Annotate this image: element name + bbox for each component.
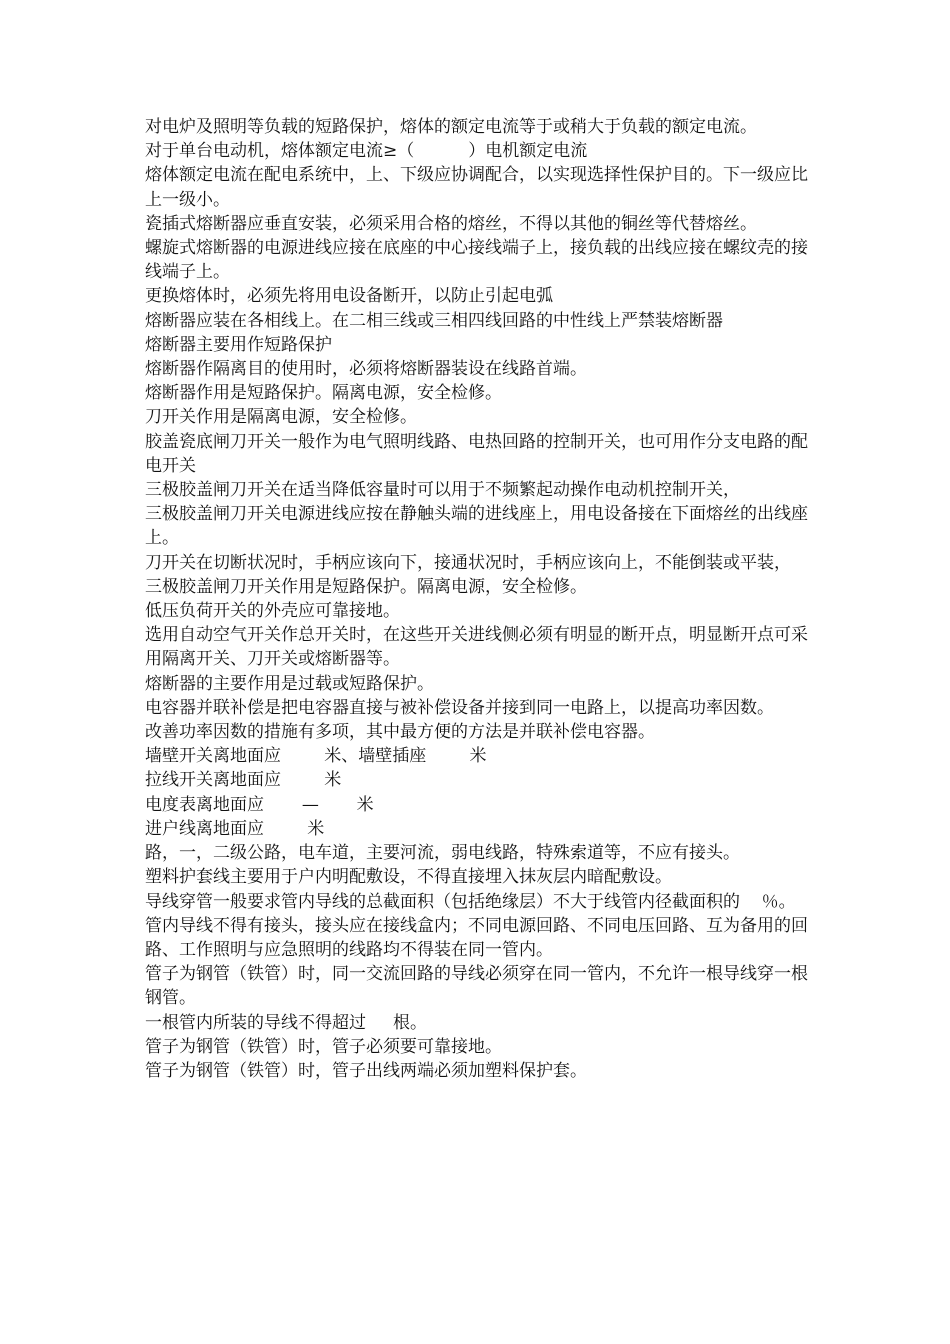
paragraph: 管子为钢管（铁管）时，管子出线两端必须加塑料保护套。 (145, 1060, 587, 1081)
paragraph: 熔断器应装在各相线上。在二相三线或三相四线回路的中性线上严禁装熔断器 (145, 310, 723, 331)
paragraph: 管内导线不得有接头，接头应在接线盒内；不同电源回路、不同电压回路、互为备用的回路、工作照明与应急照明的线路均不得装在同一管内。 (145, 915, 808, 960)
paragraph: 熔断器作隔离目的使用时，必须将熔断器装设在线路首端。 (145, 359, 587, 380)
paragraph: 瓷插式熔断器应垂直安装，必须采用合格的熔丝，不得以其他的铜丝等代替熔丝。 (145, 213, 757, 234)
paragraph: 电度表离地面应 — 米 (145, 794, 374, 815)
paragraph: 墙壁开关离地面应 米、墙壁插座 米 (145, 746, 487, 767)
paragraph: 三极胶盖闸刀开关在适当降低容量时可以用于不频繁起动操作电动机控制开关， (145, 480, 740, 501)
paragraph: 对于单台电动机，熔体额定电流≥（ ）电机额定电流 (145, 141, 588, 162)
paragraph: 刀开关在切断状况时，手柄应该向下，接通状况时，手柄应该向上，不能倒装或平装， (145, 552, 791, 573)
document-body (145, 115, 810, 1083)
paragraph: 熔断器的主要作用是过载或短路保护。 (145, 673, 434, 694)
paragraph: 螺旋式熔断器的电源进线应接在底座的中心接线端子上，接负载的出线应接在螺纹壳的接线端子上。 (145, 238, 808, 283)
paragraph: 对电炉及照明等负载的短路保护，熔体的额定电流等于或稍大于负载的额定电流。 (145, 117, 757, 137)
paragraph: 电容器并联补偿是把电容器直接与被补偿设备并接到同一电路上，以提高功率因数。 (145, 697, 774, 718)
paragraph: 导线穿管一般要求管内导线的总截面积（包括绝缘层）不大于线管内径截面积的 ％。 (145, 891, 796, 912)
paragraph: 路，一，二级公路，电车道，主要河流，弱电线路，特殊索道等，不应有接头。 (145, 843, 740, 864)
paragraph: 更换熔体时，必须先将用电设备断开，以防止引起电弧 (145, 286, 553, 307)
paragraph: 一根管内所装的导线不得超过 根。 (145, 1012, 428, 1033)
paragraph: 熔断器作用是短路保护。隔离电源，安全检修。 (145, 383, 502, 404)
paragraph: 胶盖瓷底闸刀开关一般作为电气照明线路、电热回路的控制开关，也可用作分支电路的配电开关 (145, 431, 808, 476)
paragraph: 三极胶盖闸刀开关作用是短路保护。隔离电源，安全检修。 (145, 576, 587, 597)
paragraph: 进户线离地面应 米 (145, 818, 325, 839)
paragraph: 改善功率因数的措施有多项，其中最方便的方法是并联补偿电容器。 (145, 722, 655, 743)
paragraph: 管子为钢管（铁管）时，同一交流回路的导线必须穿在同一管内，不允许一根导线穿一根钢管。 (145, 964, 808, 1009)
paragraph: 刀开关作用是隔离电源，安全检修。 (145, 407, 417, 428)
paragraph: 低压负荷开关的外壳应可靠接地。 (145, 601, 400, 622)
paragraph: 熔断器主要用作短路保护 (145, 334, 332, 355)
paragraph: 管子为钢管（铁管）时，管子必须要可靠接地。 (145, 1036, 502, 1057)
paragraph: 熔体额定电流在配电系统中，上、下级应协调配合，以实现选择性保护目的。下一级应比上一级小。 (145, 165, 808, 210)
paragraph: 选用自动空气开关作总开关时，在这些开关进线侧必须有明显的断开点，明显断开点可采用隔离开关、刀开关或熔断器等。 (145, 625, 808, 670)
paragraph: 塑料护套线主要用于户内明配敷设，不得直接埋入抹灰层内暗配敷设。 (145, 867, 672, 888)
paragraph: 三极胶盖闸刀开关电源进线应按在静触头端的进线座上，用电设备接在下面熔丝的出线座上。 (145, 504, 808, 549)
paragraph: 拉线开关离地面应 米 (145, 770, 342, 791)
